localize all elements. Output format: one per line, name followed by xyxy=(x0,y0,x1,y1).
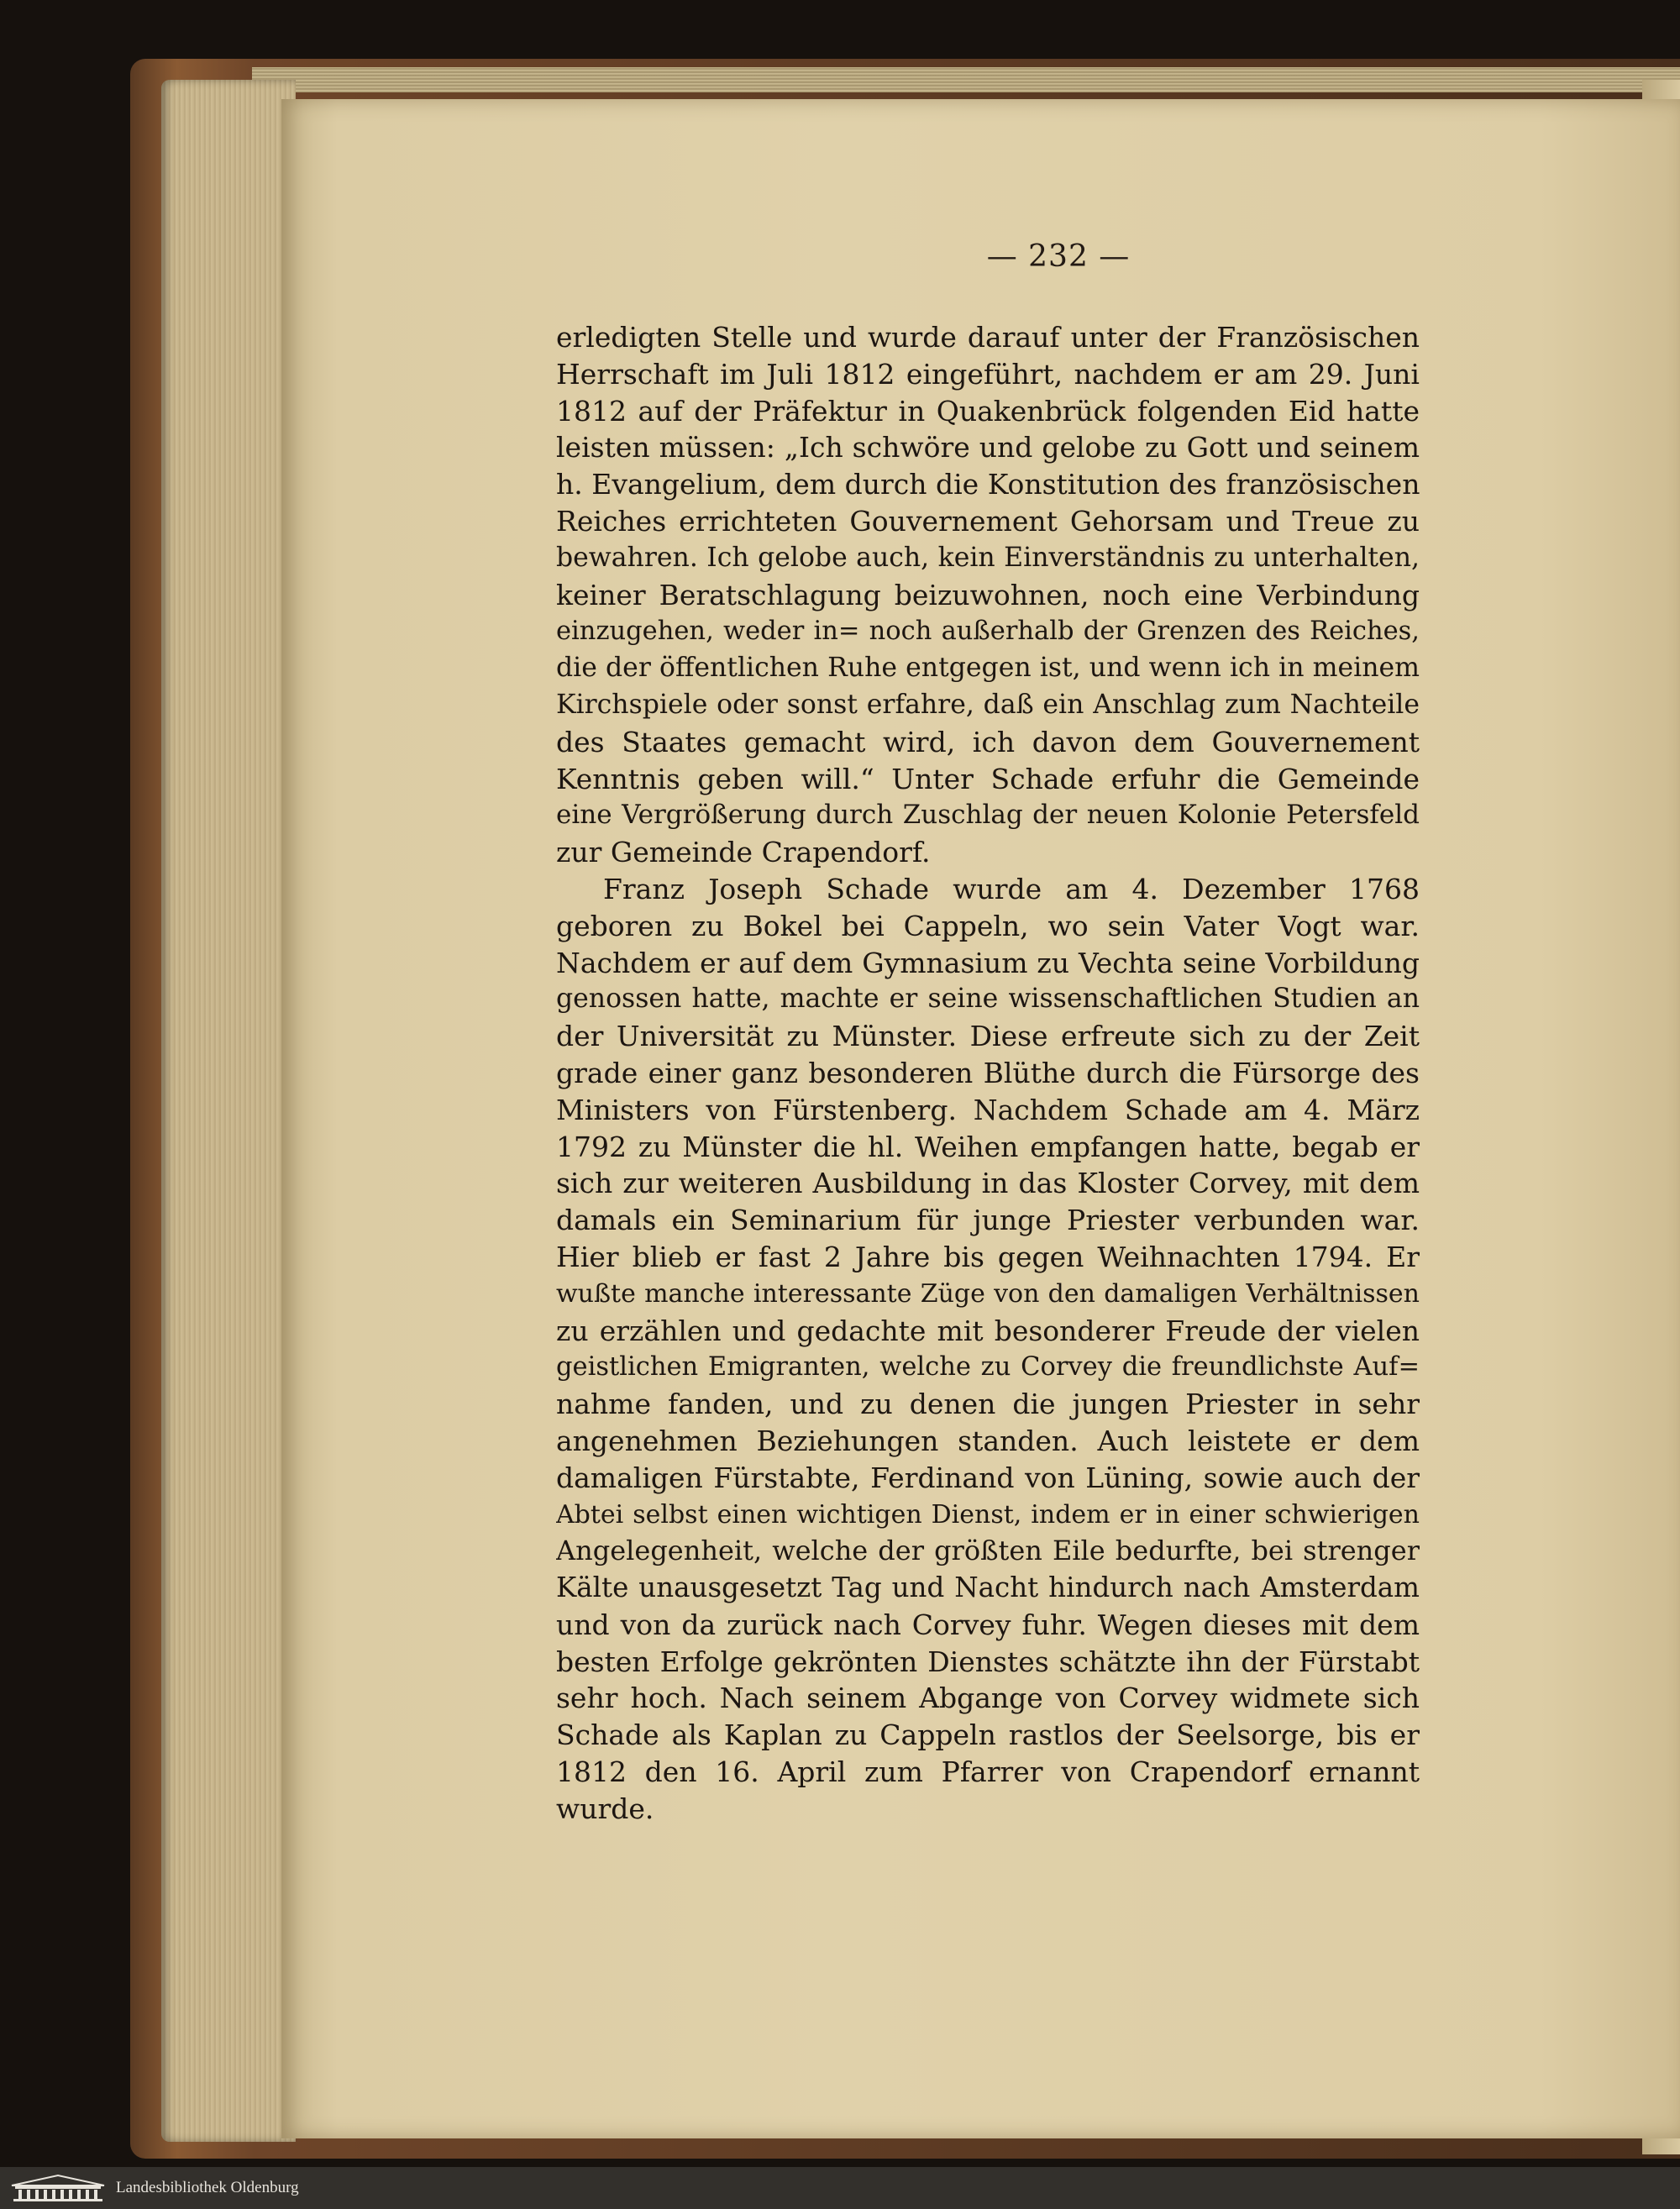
text-line: 1812 den 16. April zum Pfarrer von Crapendorf ernannt xyxy=(556,1755,1420,1789)
text-line: 1792 zu Münster die hl. Weihen empfangen hatte, begab er xyxy=(556,1130,1420,1163)
footer-label: Landesbibliothek Oldenburg xyxy=(116,2179,299,2196)
text-line: besten Erfolge gekrönten Dienstes schätzte ihn der Fürstabt xyxy=(556,1645,1420,1678)
text-line: die der öffentlichen Ruhe entgegen ist, und wenn ich in meinem xyxy=(556,653,1420,684)
page-top-edges xyxy=(252,67,1680,92)
text-line: bewahren. Ich gelobe auch, kein Einverständnis zu unterhalten, xyxy=(556,542,1420,573)
text-line: wußte manche interessante Züge von den damaligen Verhältnissen xyxy=(556,1278,1420,1309)
text-line: damaligen Fürstabte, Ferdinand von Lüning, sowie auch der xyxy=(556,1461,1420,1494)
text-line: geboren zu Bokel bei Cappeln, wo sein Vater Vogt war. xyxy=(556,909,1420,942)
text-line: einzugehen, weder in= noch außerhalb der Grenzen des Reiches, xyxy=(556,617,1420,647)
footer-bar xyxy=(0,2167,1680,2209)
text-line: Angelegenheit, welche der größten Eile bedurfte, bei strenger xyxy=(556,1535,1420,1567)
text-line: eine Vergrößerung durch Zuschlag der neuen Kolonie Petersfeld xyxy=(556,800,1420,831)
page-side-edges xyxy=(161,80,296,2142)
text-line: genossen hatte, machte er seine wissenschaftlichen Studien an xyxy=(556,984,1420,1015)
text-line: sich zur weiteren Ausbildung in das Kloster Corvey, mit dem xyxy=(556,1167,1420,1200)
page-number-text: — 232 — xyxy=(986,239,1131,274)
text-line: Kirchspiele oder sonst erfahre, daß ein Anschlag zum Nachteile xyxy=(556,689,1420,720)
text-line: geistlichen Emigranten, welche zu Corvey die freundlichste Auf= xyxy=(556,1352,1420,1383)
text-line: angenehmen Beziehungen standen. Auch leistete er dem xyxy=(556,1424,1420,1457)
text-line: sehr hoch. Nach seinem Abgange von Corvey widmete sich xyxy=(556,1682,1420,1715)
text-line: Nachdem er auf dem Gymnasium zu Vechta seine Vorbildung xyxy=(556,946,1420,979)
text-line: wurde. xyxy=(556,1792,654,1825)
text-line: Reiches errichteten Gouvernement Gehorsam und Treue zu xyxy=(556,504,1420,538)
text-line: nahme fanden, und zu denen die jungen Priester in sehr xyxy=(556,1388,1420,1421)
text-line: damals ein Seminarium für junge Priester verbunden war. xyxy=(556,1204,1420,1237)
text-line: zur Gemeinde Crapendorf. xyxy=(556,836,931,869)
text-line: der Universität zu Münster. Diese erfreute sich zu der Zeit xyxy=(556,1020,1420,1053)
page-number xyxy=(0,239,1680,274)
text-line: Kenntnis geben will.“ Unter Schade erfuhr die Gemeinde xyxy=(556,762,1420,795)
text-line: des Staates gemacht wird, ich davon dem Gouvernement xyxy=(556,725,1420,758)
text-line: 1812 auf der Präfektur in Quakenbrück folgenden Eid hatte xyxy=(556,394,1420,428)
body-text xyxy=(556,319,1420,1828)
text-line: keiner Beratschlagung beizuwohnen, noch eine Verbindung xyxy=(556,578,1420,611)
text-line: zu erzählen und gedachte mit besonderer Freude der vielen xyxy=(556,1314,1420,1347)
text-line: grade einer ganz besonderen Blüthe durch die Fürsorge des xyxy=(556,1056,1420,1089)
text-line: h. Evangelium, dem durch die Konstitution des französischen xyxy=(556,468,1420,501)
text-line: leisten müssen: „Ich schwöre und gelobe zu Gott und seinem xyxy=(556,431,1420,464)
text-line: Hier blieb er fast 2 Jahre bis gegen Weihnachten 1794. Er xyxy=(556,1240,1420,1273)
text-line: Kälte unausgesetzt Tag und Nacht hindurch nach Amsterdam xyxy=(556,1571,1420,1604)
text-line: Abtei selbst einen wichtigen Dienst, indem er in einer schwierigen xyxy=(556,1499,1420,1530)
text-line: erledigten Stelle und wurde darauf unter der Französischen xyxy=(556,321,1420,354)
text-line: und von da zurück nach Corvey fuhr. Wegen dieses mit dem xyxy=(556,1608,1420,1641)
library-building-icon xyxy=(8,2174,108,2202)
text-line: Herrschaft im Juli 1812 eingeführt, nachdem er am 29. Juni xyxy=(556,357,1420,391)
text-line: Franz Joseph Schade wurde am 4. Dezember 1768 xyxy=(603,872,1420,905)
text-line: Ministers von Fürstenberg. Nachdem Schade am 4. März xyxy=(556,1093,1420,1126)
text-line: Schade als Kaplan zu Cappeln rastlos der Seelsorge, bis er xyxy=(556,1718,1420,1752)
